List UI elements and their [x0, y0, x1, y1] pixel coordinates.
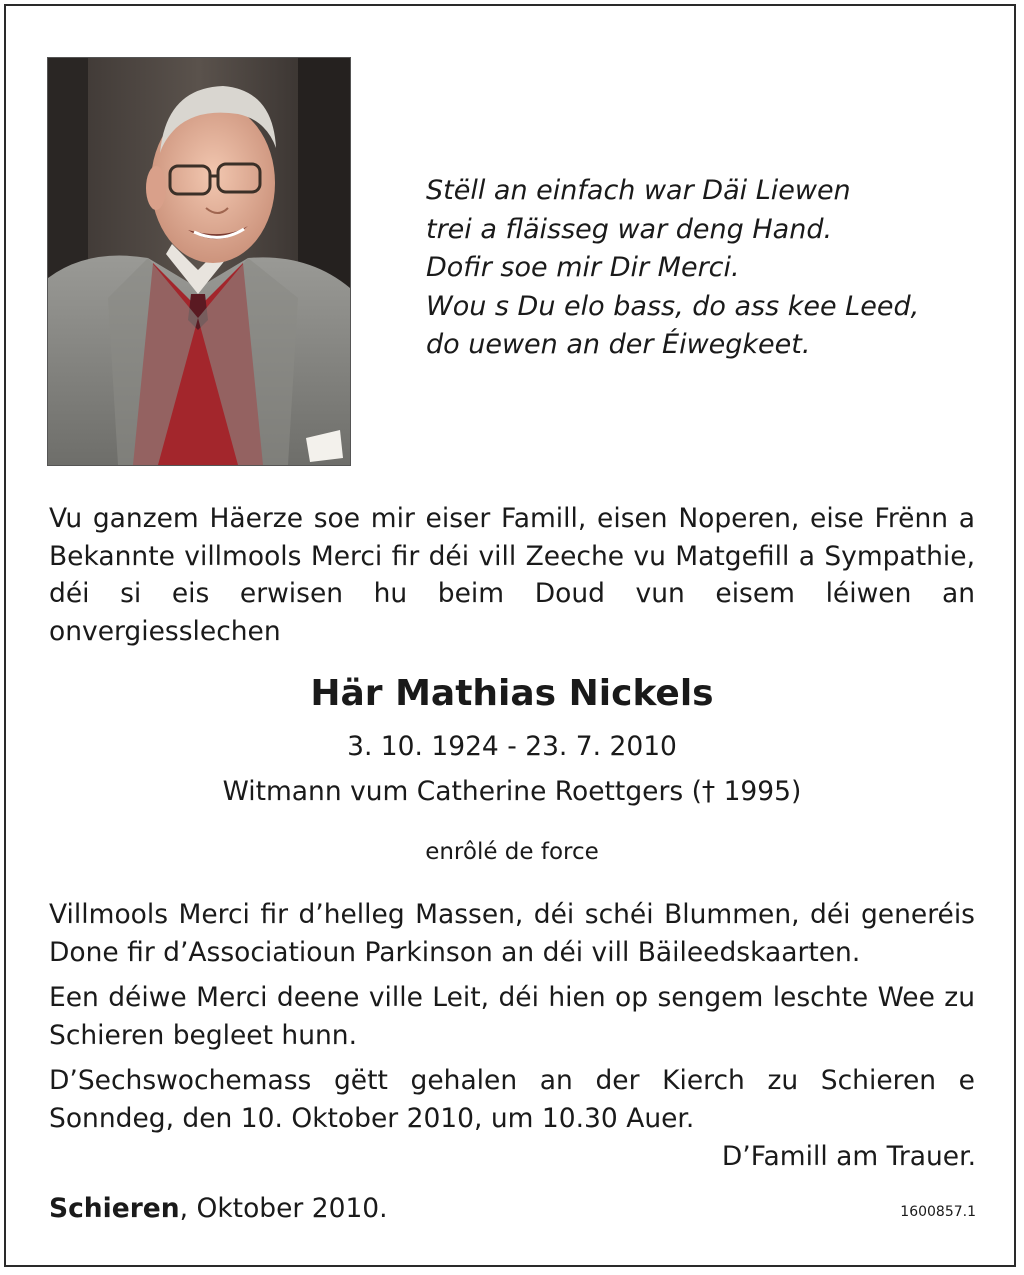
intro-paragraph: Vu ganzem Häerze soe mir eiser Famill, eisen Noperen, eise Frënn a Bekannte villmools Merci fir déi vill Zeeche vu Matgefill a Sympathie, déi si eis erwisen hu beim Doud vun eisem léiwen an onvergiesslechen [49, 503, 975, 647]
note-line: enrôlé de force [425, 839, 599, 865]
poem-line: Stëll an einfach war Däi Liewen [426, 175, 851, 206]
poem-line: trei a fläisseg war deng Hand. [426, 213, 833, 245]
place-name: Schieren [49, 1193, 180, 1224]
thanks-paragraph: Een déiwe Merci deene ville Leit, déi hien op sengem leschte Wee zu Schieren begleet hunn. [49, 982, 975, 1051]
poem-line: Dofir soe mir Dir Merci. [426, 252, 740, 283]
poem [426, 172, 986, 365]
poem-line: do uewen an der Éiwegkeet. [426, 329, 811, 360]
family-signature: D’Famill am Trauer. [721, 1141, 976, 1172]
poem-line: Wou s Du elo bass, do ass kee Leed, [426, 290, 920, 322]
date-text: , Oktober 2010. [179, 1193, 388, 1224]
place-date [49, 1190, 388, 1227]
portrait-photo [47, 57, 351, 466]
mass-announcement: D’Sechswochemass gëtt gehalen an der Kierch zu Schieren e Sonndeg, den 10. Oktober 2010, um 10.30 Auer. [49, 1065, 975, 1134]
deceased-name: Här Mathias Nickels [310, 673, 714, 714]
thanks-paragraph: Villmools Merci fir d’helleg Massen, déi schéi Blummen, déi generéis Done fir d’Associatioun Parkinson an déi vill Bäileedskaarten. [49, 899, 975, 968]
widower-line: Witmann vum Catherine Roettgers († 1995) [222, 776, 802, 807]
life-dates: 3. 10. 1924 - 23. 7. 2010 [347, 731, 677, 762]
reference-number: 1600857.1 [900, 1204, 976, 1220]
